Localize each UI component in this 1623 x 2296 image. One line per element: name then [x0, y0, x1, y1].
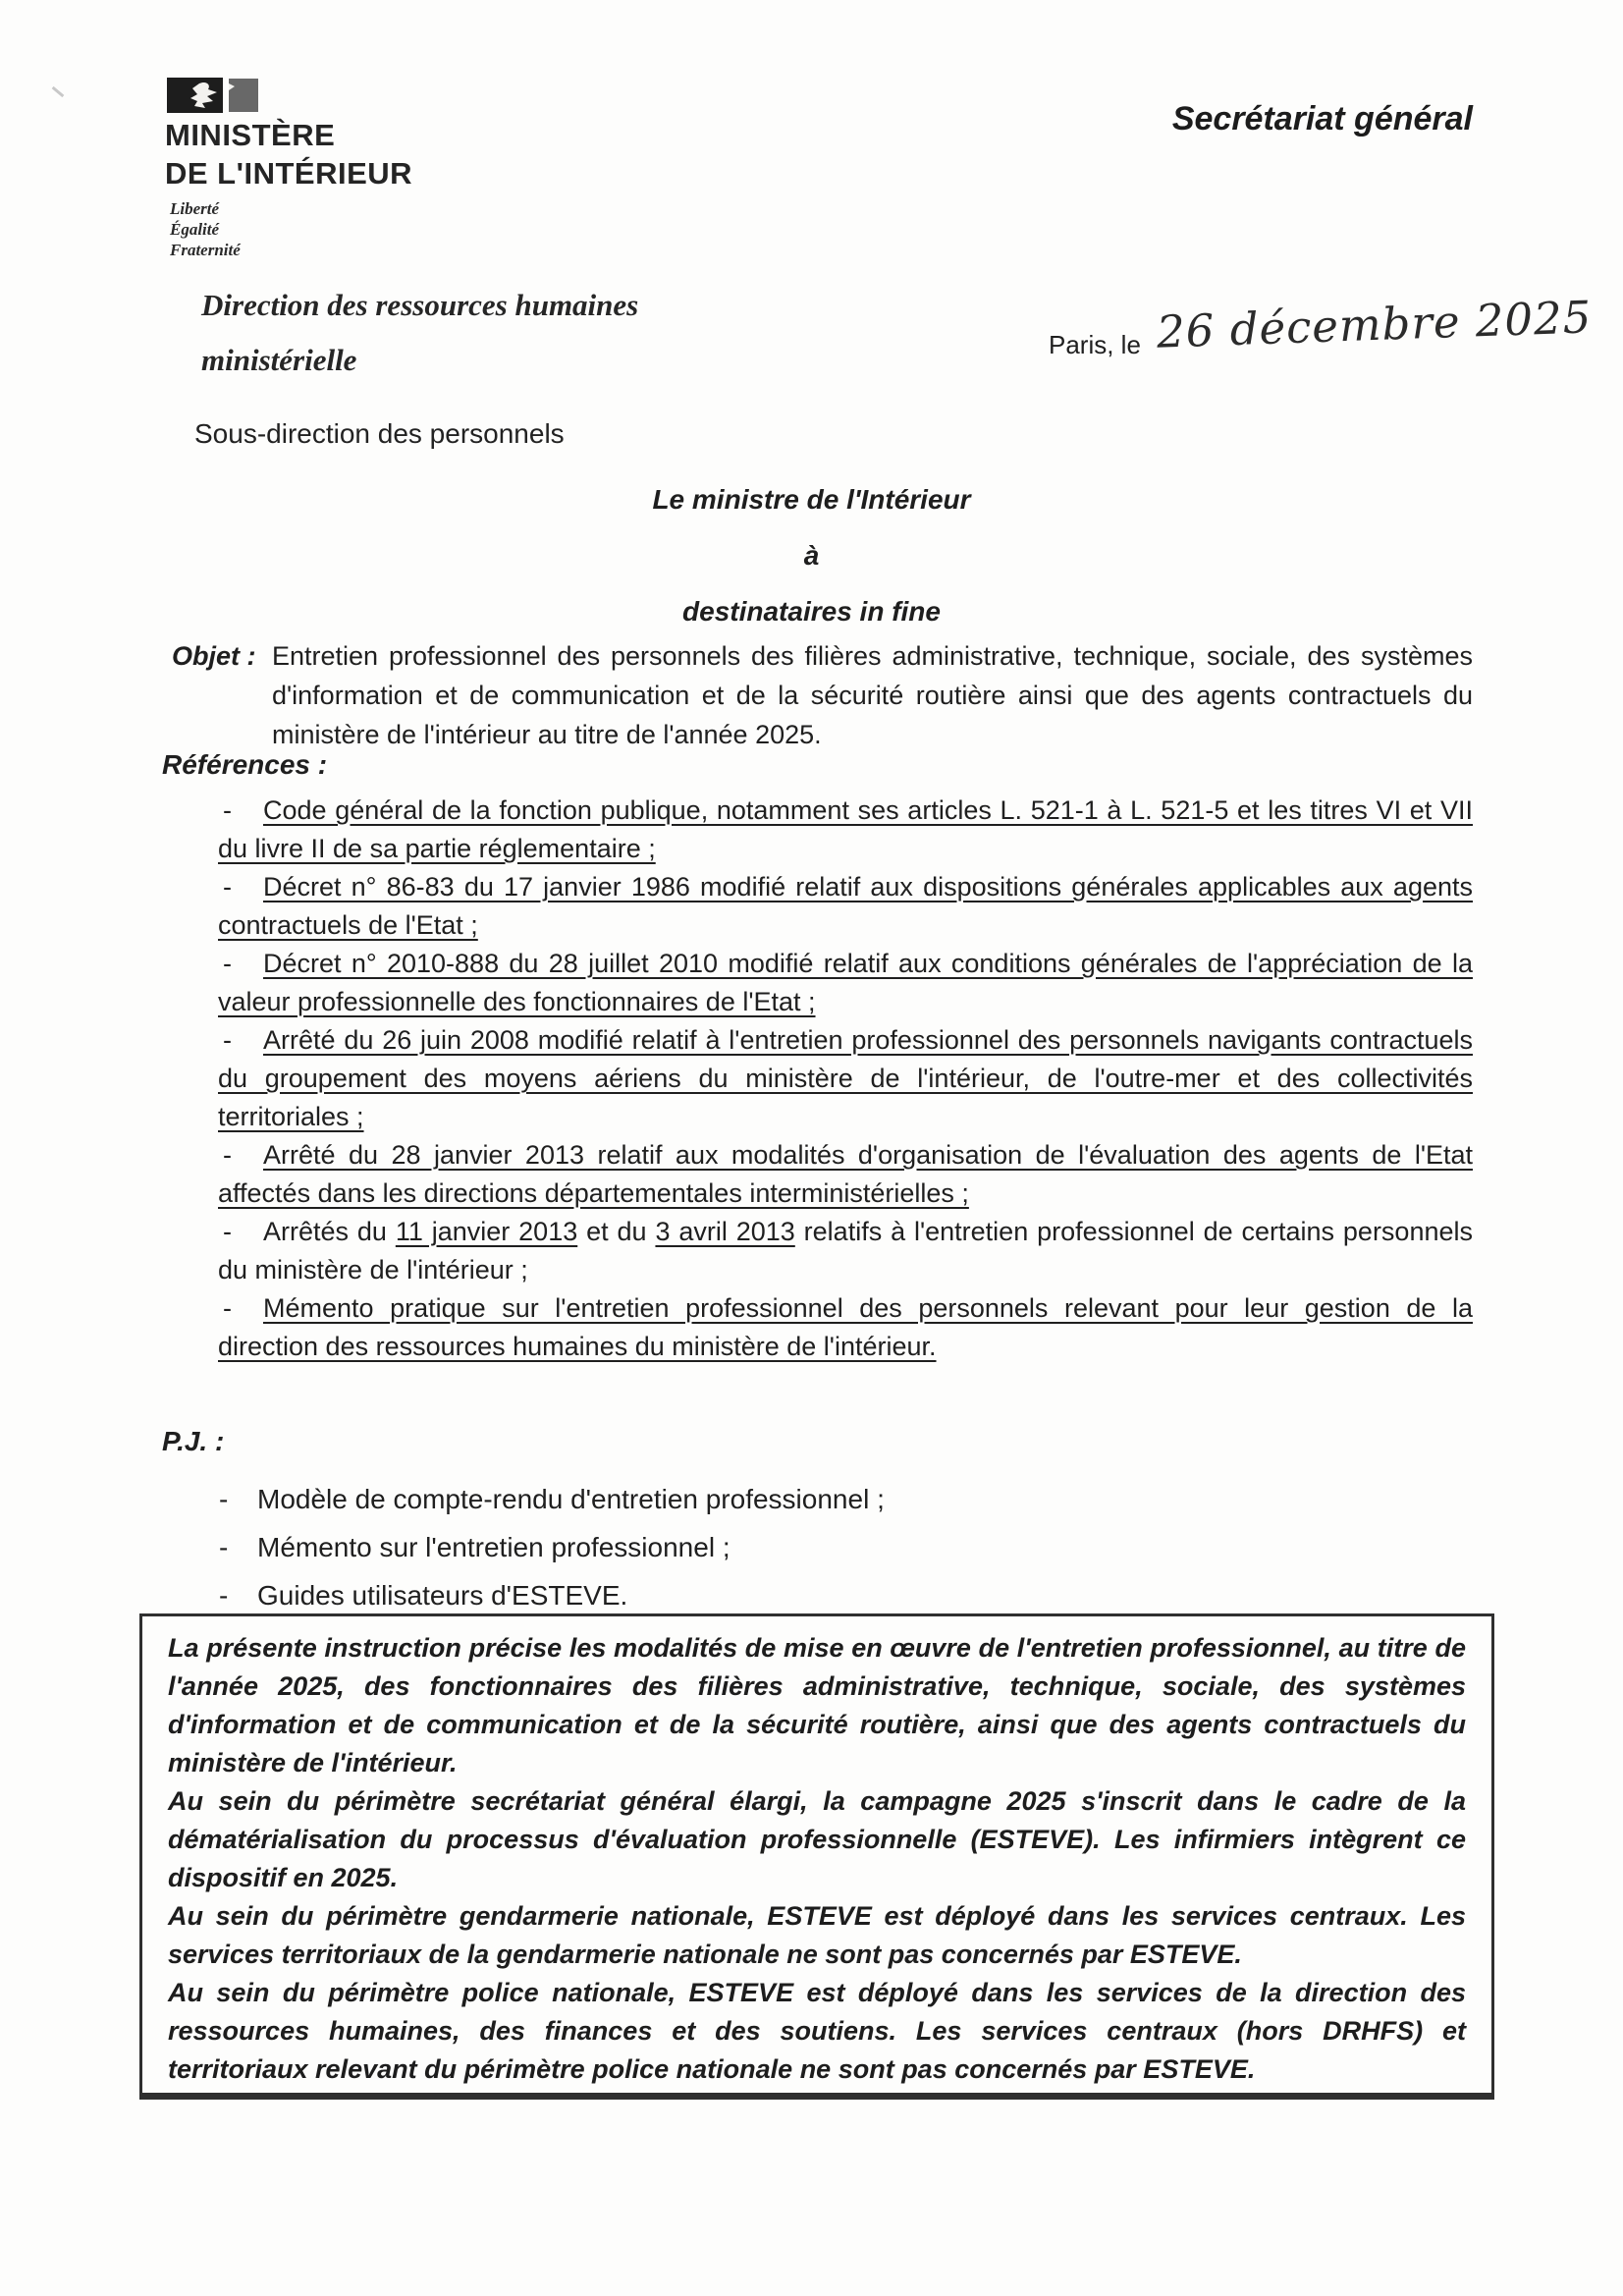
list-dash: - [223, 872, 232, 902]
ministry-line1: MINISTÈRE [165, 118, 336, 152]
summary-paragraph: La présente instruction précise les modalités de mise en œuvre de l'entretien professionnel, au titre de l'année 2025, des fonctionnaires des filières administrative, technique, sociale, des systèmes d'information et de communication et de la sécurité routière, ainsi que des agents contractuels du ministère de l'intérieur. [168, 1633, 1466, 1777]
pj-list [219, 1475, 1476, 1619]
summary-paragraph: Au sein du périmètre secrétariat général élargi, la campagne 2025 s'inscrit dans le cadre de la dématérialisation du processus d'évaluation professionnelle (ESTEVE). Les infirmiers intègrent ce dispositif en 2025. [168, 1786, 1466, 1892]
reference-underlined-text: Code général de la fonction publique, notamment ses articles L. 521-1 à L. 521-5 et les titres VI et VII du livre II de sa partie réglementaire ; [218, 795, 1473, 863]
list-dash: - [223, 1293, 232, 1323]
reference-item [218, 792, 1473, 868]
list-item-text: Mémento sur l'entretien professionnel ; [257, 1532, 730, 1562]
list-dash: - [219, 1532, 229, 1562]
secretariat-general-heading: Secrétariat général [1171, 100, 1473, 137]
reference-text: Arrêtés du [263, 1217, 396, 1246]
date-line [1049, 291, 1593, 364]
list-dash: - [223, 795, 232, 825]
instruction-summary-box [139, 1613, 1494, 2100]
reference-underlined-text: Arrêté du 28 janvier 2013 relatif aux modalités d'organisation de l'évaluation des agents de l'Etat affectés dans les directions départementales interministérielles ; [218, 1140, 1473, 1208]
reference-item [218, 1213, 1473, 1289]
ministry-line2: DE L'INTÉRIEUR [165, 156, 413, 191]
reference-underlined-text: 3 avril 2013 [655, 1217, 795, 1246]
reference-item [218, 1021, 1473, 1136]
reference-underlined-text: Décret n° 2010-888 du 28 juillet 2010 modifié relatif aux conditions générales de l'appréciation de la valeur professionnelle des fonctionnaires de l'Etat ; [218, 949, 1473, 1016]
objet-label: Objet : [172, 641, 256, 671]
list-dash: - [223, 1025, 232, 1055]
reference-underlined-text: Mémento pratique sur l'entretien professionnel des personnels relevant pour leur gestion de la direction des ressources humaines du ministère de l'intérieur. [218, 1293, 1473, 1361]
list-dash: - [219, 1484, 229, 1514]
addressee-line: Le ministre de l'Intérieur [652, 484, 971, 515]
direction-line1: Direction des ressources humaines [201, 288, 639, 322]
motto-line: Égalité [170, 220, 220, 239]
list-dash: - [223, 1217, 232, 1246]
ministry-title [165, 116, 412, 192]
pj-label: P.J. : [162, 1426, 225, 1456]
pj-item [219, 1475, 1476, 1523]
motto-line: Liberté [170, 199, 220, 218]
marianne-logo [167, 75, 259, 121]
reference-item [218, 1136, 1473, 1213]
reference-underlined-text: 11 janvier 2013 [395, 1217, 578, 1246]
objet-section [172, 636, 1473, 754]
date-prefix: Paris, le [1049, 330, 1141, 359]
list-dash: - [223, 1140, 232, 1170]
republic-motto [170, 198, 241, 260]
addressee-line: à [803, 540, 820, 571]
pencil-mark [52, 86, 65, 97]
references-list [218, 792, 1473, 1366]
reference-item [218, 945, 1473, 1021]
handwritten-date: 26 décembre 2025 [1156, 291, 1593, 358]
reference-underlined-text: Décret n° 86-83 du 17 janvier 1986 modifié relatif aux dispositions générales applicables aux agents contractuels de l'Etat ; [218, 872, 1473, 940]
motto-line: Fraternité [170, 241, 241, 259]
pj-item [219, 1523, 1476, 1571]
reference-text: et du [577, 1217, 656, 1246]
reference-item [218, 868, 1473, 945]
list-item-text: Modèle de compte-rendu d'entretien professionnel ; [257, 1484, 885, 1514]
marianne-logo-graphic [167, 75, 259, 116]
reference-item [218, 1289, 1473, 1366]
reference-text: relatifs à l'entretien professionnel de certains personnels du ministère de l'intérieur ; [218, 1217, 1473, 1285]
objet-text: Entretien professionnel des personnels des filières administrative, technique, sociale, des systèmes d'information et de communication et de la sécurité routière ainsi que des agents contractuels du ministère de l'intérieur au titre de l'année 2025. [272, 641, 1473, 749]
list-dash: - [219, 1580, 229, 1611]
direction-line2: ministérielle [201, 343, 357, 377]
reference-underlined-text: Arrêté du 26 juin 2008 modifié relatif à l'entretien professionnel des personnels navigants contractuels du groupement des moyens aériens du ministère de l'intérieur, de l'outre-mer et des collectivités territoriales ; [218, 1025, 1473, 1131]
pj-item [219, 1571, 1476, 1619]
summary-paragraph: Au sein du périmètre gendarmerie nationale, ESTEVE est déployé dans les services centraux. Les services territoriaux de la gendarmerie nationale ne sont pas concernés par ESTEVE. [168, 1901, 1466, 1969]
references-label: Références : [162, 749, 328, 780]
summary-paragraph: Au sein du périmètre police nationale, ESTEVE est déployé dans les services de la direction des ressources humaines, des finances et des soutiens. Les services centraux (hors DRHFS) et territoriaux relevant du périmètre police nationale ne sont pas concernés par ESTEVE. [168, 1978, 1466, 2084]
list-dash: - [223, 949, 232, 978]
sous-direction-heading: Sous-direction des personnels [194, 418, 565, 449]
list-item-text: Guides utilisateurs d'ESTEVE. [257, 1580, 628, 1611]
direction-heading [201, 278, 638, 388]
addressee-block [0, 471, 1623, 639]
addressee-line: destinataires in fine [682, 596, 941, 627]
